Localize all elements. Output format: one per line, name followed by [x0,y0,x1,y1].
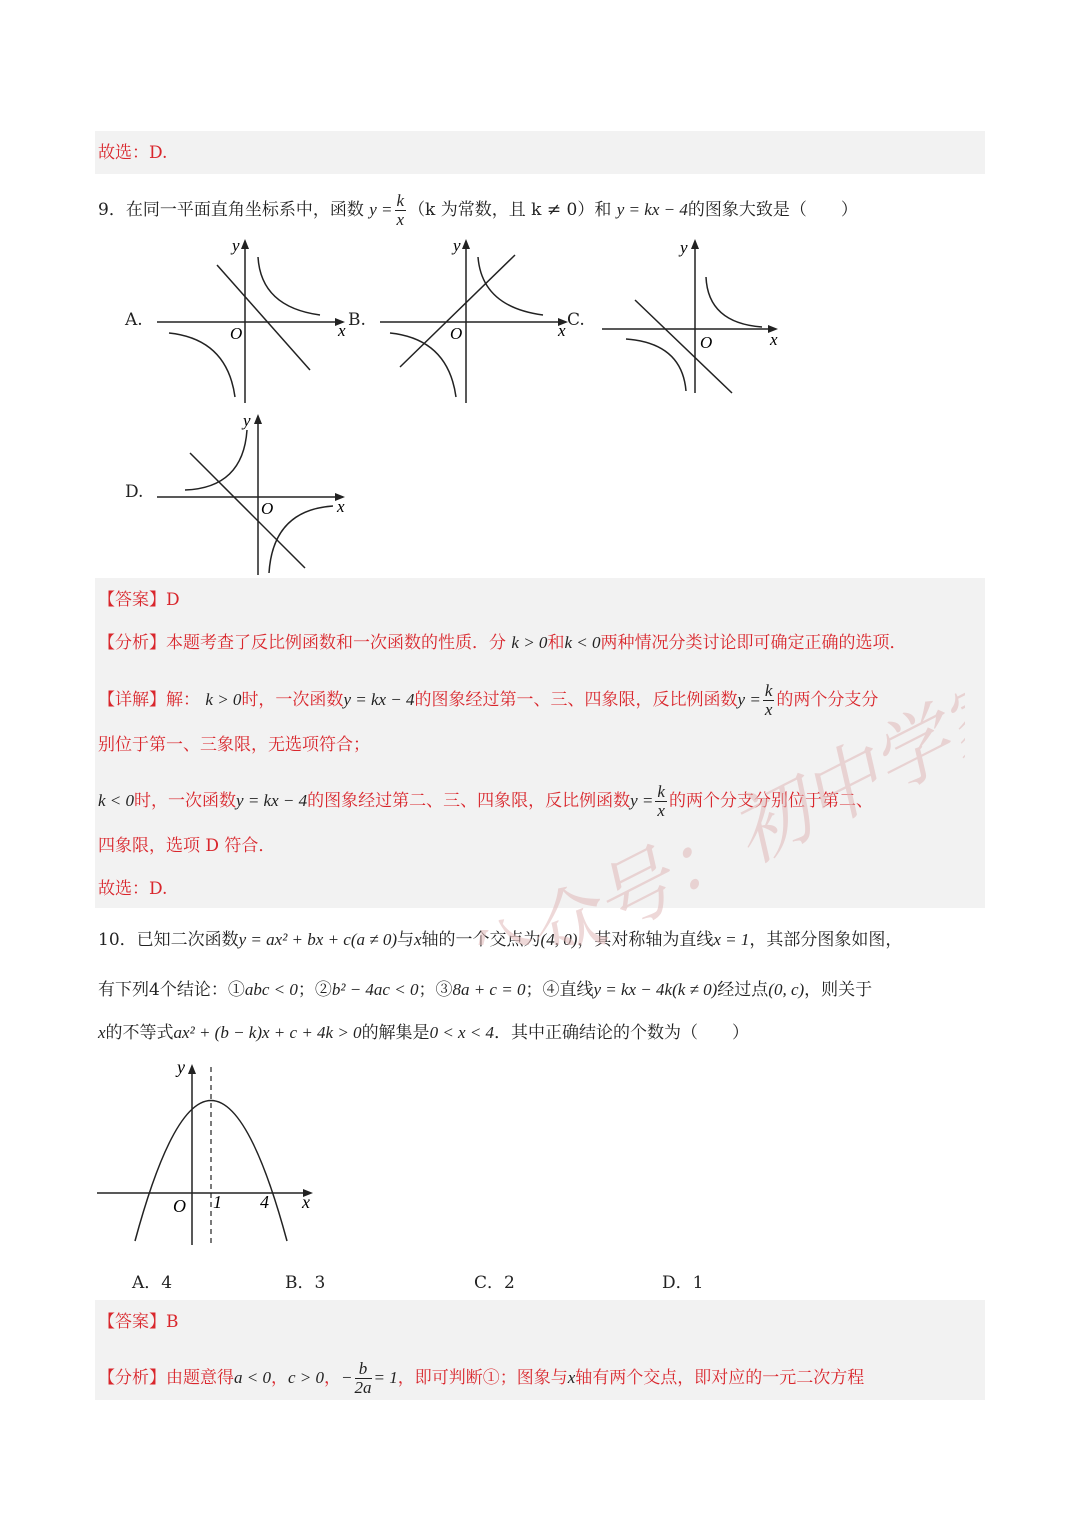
q9-answer-tag: 【答案】 [98,590,166,610]
q9-b-y: y [453,236,461,255]
q9-b-x: x [558,321,566,340]
q9-stem-b: 的图象大致是（ ） [687,200,858,220]
q10-analysis-neg: − [341,1368,353,1387]
q9-detail1-b: 时，一次函数 [241,690,344,710]
q10-analysis-sep1: ， [270,1368,288,1388]
q9-detail-line2: 别位于第一、三象限，无选项符合； [98,735,370,755]
q10-line3-x: x [98,1023,106,1042]
q10-c2-mark: ② [314,980,332,1000]
q10-c2: b² − 4ac < 0 [331,980,419,999]
q10-line1-e: x = 1 [713,930,750,949]
q9-analysis-b: 两种情况分类讨论即可确定正确的选项． [600,633,907,653]
q9-option-d-graph [155,408,355,576]
q10-choice-b: B．3 [285,1273,326,1293]
q10-graph [95,1055,325,1250]
q9-detail-line4: 四象限，选项 D 符合． [98,836,276,856]
q10-analysis-a: 由题意得 [166,1368,234,1388]
q9-detail3-a: 时，一次函数 [134,791,237,811]
q10-c4-c: ，则关于 [804,980,873,1000]
q10-analysis-frac: $\frac{b}{2a}$ [354,1359,372,1397]
q9-stem-a: 在同一平面直角坐标系中，函数 [125,200,364,220]
q10-choice-d: D．1 [662,1273,704,1293]
q9-detail3-frac: $\frac{k}{x}$ [657,782,665,820]
q9-option-c-label: C. [567,310,585,330]
q10-tick-4: 4 [260,1192,269,1212]
q10-analysis-c2: c > 0 [287,1368,325,1387]
q9-analysis-line [98,632,906,654]
q10-line1-x: x [414,930,422,949]
q10-line1-p: (4, 0) [540,930,578,949]
q10-line3-a: 的不等式 [105,1023,174,1043]
q9-detail3-k: k < 0 [98,791,135,810]
q9-c-x: x [770,330,778,349]
q9-option-b-label: B. [348,310,366,330]
q9-detail3-fy: y = [630,791,654,810]
q9-detail1-c: 的图象经过第一、三、四象限，反比例函数 [414,690,738,710]
q10-number: 10． [98,930,137,950]
q9-detail1-frac: $\frac{k}{x}$ [764,681,773,719]
q9-detail3-b: 的图象经过第二、三、四象限，反比例函数 [307,791,631,811]
q10-c3-mark: ③ [435,980,453,1000]
q10-analysis-x: x [567,1368,576,1387]
q10-c4-p: (0, c) [768,980,805,999]
q9-func1: y = [369,200,393,219]
q9-func1-frac: $\frac{k}{x}$ [396,191,405,229]
q9-b-origin: O [450,324,463,343]
q9-c-origin: O [700,333,713,352]
q10-line3-s: 0 < x < 4 [429,1023,495,1042]
q10-analysis-c: 轴有两个交点，即对应的一元二次方程 [575,1368,865,1388]
q10-answer-tag: 【答案】 [98,1312,166,1332]
q10-c4-f: y = kx − 4k(k ≠ 0) [593,980,718,999]
q9-detail-line1 [98,682,878,719]
q9-func2: y = kx − 4 [616,200,688,219]
q10-analysis-tag: 【分析】 [98,1368,166,1388]
q9-a-y: y [232,236,240,255]
prev-solution-text: 故选：D. [98,143,168,163]
q10-analysis-sep2: ， [324,1368,342,1388]
q9-analysis-k1: k > 0 [511,633,548,652]
q9-detail3-f: y = kx − 4 [236,791,308,810]
q10-analysis-b: ，即可判断①；图象与 [397,1368,568,1388]
q10-x-label: x [302,1192,310,1212]
q10-answer-value: B [166,1312,179,1332]
q9-cond: （k 为常数，且 k ≠ 0）和 [408,200,612,220]
q9-a-origin: O [230,324,243,343]
q9-detail1-fy: y = [737,690,761,709]
q10-line3-c: ．其中正确结论的个数为（ ） [494,1023,750,1043]
q9-answer-line [98,589,180,611]
q10-c4-a: 直线 [559,980,594,1000]
q9-analysis-and: 和 [547,633,565,653]
q10-answer-line [98,1311,179,1333]
q9-detail1-k: k > 0 [205,690,242,709]
q9-analysis-a: 本题考查了反比例函数和一次函数的性质．分 [166,633,506,653]
q9-d-y: y [243,411,251,430]
q10-c4-b: 经过点 [717,980,769,1000]
q10-c4-mark: ④ [542,980,560,1000]
q10-line2-a: 有下列 [98,980,149,1000]
q9-a-x: x [338,321,346,340]
q9-detail1-a: 解： [166,690,200,710]
q10-analysis-eq: = 1 [373,1368,398,1387]
q10-line2-n: 4 [149,980,160,1000]
q9-option-a-graph [155,235,355,405]
q10-analysis-c1: a < 0 [234,1368,271,1387]
q10-stem-line1 [98,929,902,951]
q10-stem-line2: 有下列4个结论：①abc < 0；②b² − 4ac < 0；③8a + c = 0；④直线y = kx − 4k(k ≠ 0)经过点(0, c)，则关于 [98,980,873,1000]
q9-option-a-label: A. [125,310,143,330]
q10-y-label: y [177,1057,185,1077]
q9-detail-tag: 【详解】 [98,690,166,710]
q10-line3-b: 的解集是 [361,1023,430,1043]
q9-answer-value: D [166,590,180,610]
q10-line3-f: ax² + (b − k)x + c + 4k > 0 [173,1023,362,1042]
q9-d-origin: O [261,499,274,518]
q9-stem [98,192,858,229]
q9-final: 故选：D. [98,879,168,899]
q9-detail1-d: 的两个分支分 [776,690,879,710]
q10-c1: abc < 0 [244,980,298,999]
q9-option-c-graph [600,235,790,395]
q10-choice-c: C．2 [474,1273,515,1293]
q9-analysis-k2: k < 0 [564,633,601,652]
q9-c-y: y [680,238,688,257]
q10-line1-c: 轴的一个交点为 [421,930,541,950]
q9-number: 9． [98,200,126,220]
q9-option-b-graph [378,235,578,405]
q10-origin: O [173,1196,186,1216]
q10-line1-b: 与 [397,930,414,950]
q10-analysis-line [98,1360,864,1397]
q9-detail1-f: y = kx − 4 [343,690,415,709]
q10-stem-line3 [98,1022,749,1044]
q9-detail3-c: 的两个分支分别位于第二、 [668,791,873,811]
q9-option-d-label: D. [125,482,144,502]
q10-c3: 8a + c = 0 [452,980,526,999]
q9-detail-line3 [98,783,873,820]
q10-line2-b: 个结论： [159,980,228,1000]
q9-d-x: x [337,497,345,516]
q10-line1-d: ，其对称轴为直线 [577,930,714,950]
q10-choice-a: A．4 [132,1273,173,1293]
q10-line1-f: y = ax² + bx + c(a ≠ 0) [238,930,397,949]
q10-line1-g: ，其部分图象如图， [749,930,903,950]
prev-solution-box [95,131,985,174]
q9-analysis-tag: 【分析】 [98,633,166,653]
q10-c1-mark: ① [227,980,245,1000]
q10-tick-1: 1 [213,1192,222,1212]
q10-line1-a: 已知二次函数 [136,930,239,950]
